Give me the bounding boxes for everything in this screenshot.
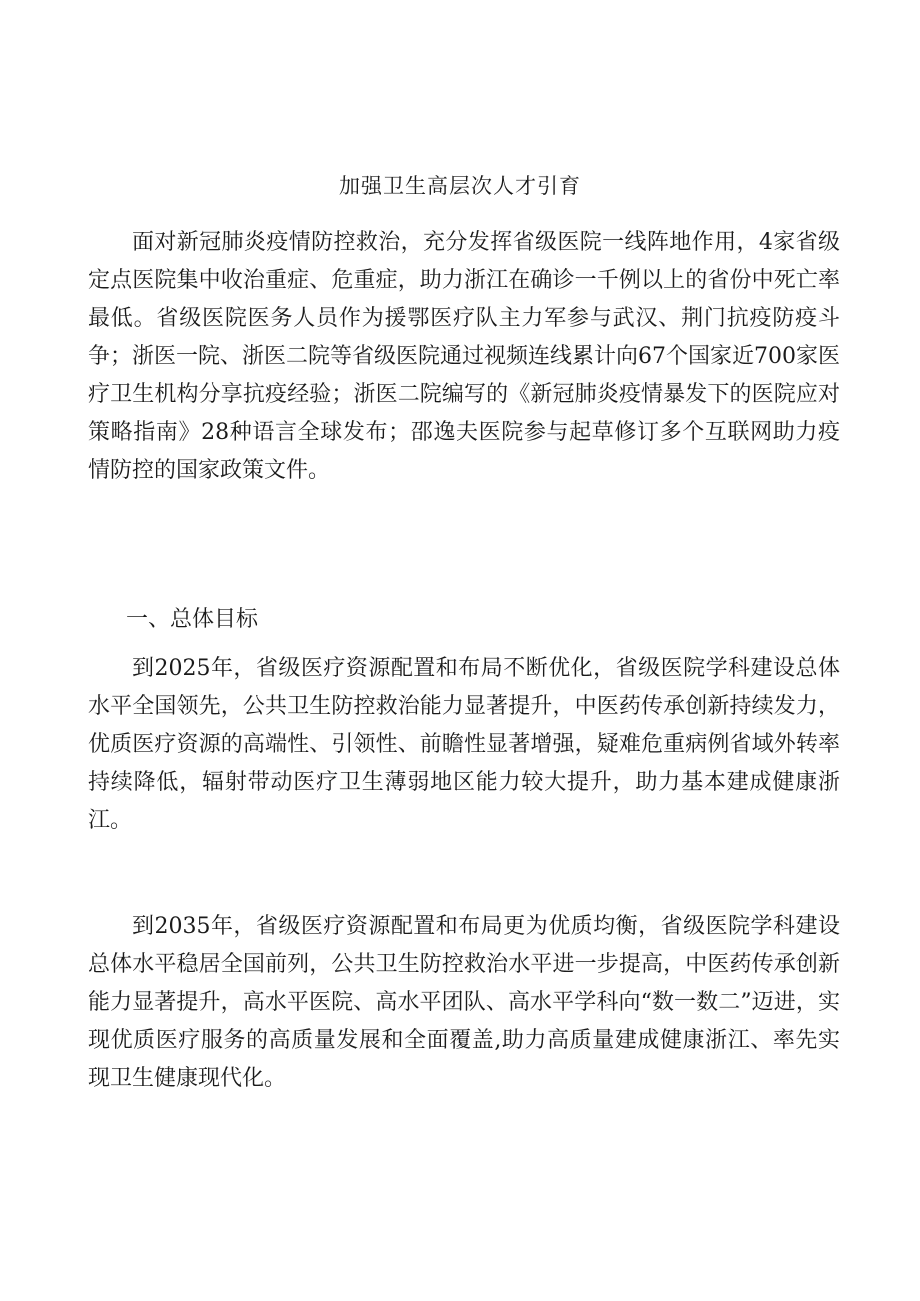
goal-2035-paragraph: 到2035年，省级医疗资源配置和布局更为优质均衡，省级医院学科建设总体水平稳居全国前列，公共卫生防控救治水平进一步提高，中医药传承创新能力显著提升，高水平医院、高水平团队、高水平学科向“数一数二”迈进，实现优质医疗服务的高质量发展和全面覆盖,助力高质量建成健康浙江、率先实现卫生健康现代化。 [88, 914, 840, 1091]
goal-2025-paragraph: 到2025年，省级医疗资源配置和布局不断优化，省级医院学科建设总体水平全国领先，公共卫生防控救治能力显著提升，中医药传承创新持续发力，优质医疗资源的高端性、引领性、前瞻性显著增强，疑难危重病例省域外转率持续降低，辐射带动医疗卫生薄弱地区能力较大提升，助力基本建成健康浙江。 [88, 656, 840, 833]
document-title: 加强卫生高层次人才引育 [339, 174, 581, 198]
intro-paragraph: 面对新冠肺炎疫情防控救治，充分发挥省级医院一线阵地作用，4家省级定点医院集中收治重症、危重症，助力浙江在确诊一千例以上的省份中死亡率最低。省级医院医务人员作为援鄂医疗队主力军参与武汉、荆门抗疫防疫斗争；浙医一院、浙医二院等省级医院通过视频连线累计向67个国家近700家医疗卫生机构分享抗疫经验；浙医二院编写的《新冠肺炎疫情暴发下的医院应对策略指南》28种语言全球发布；邵逸夫医院参与起草修订多个互联网助力疫情防控的国家政策文件。 [88, 230, 840, 483]
section-heading: 一、总体目标 [126, 607, 259, 632]
